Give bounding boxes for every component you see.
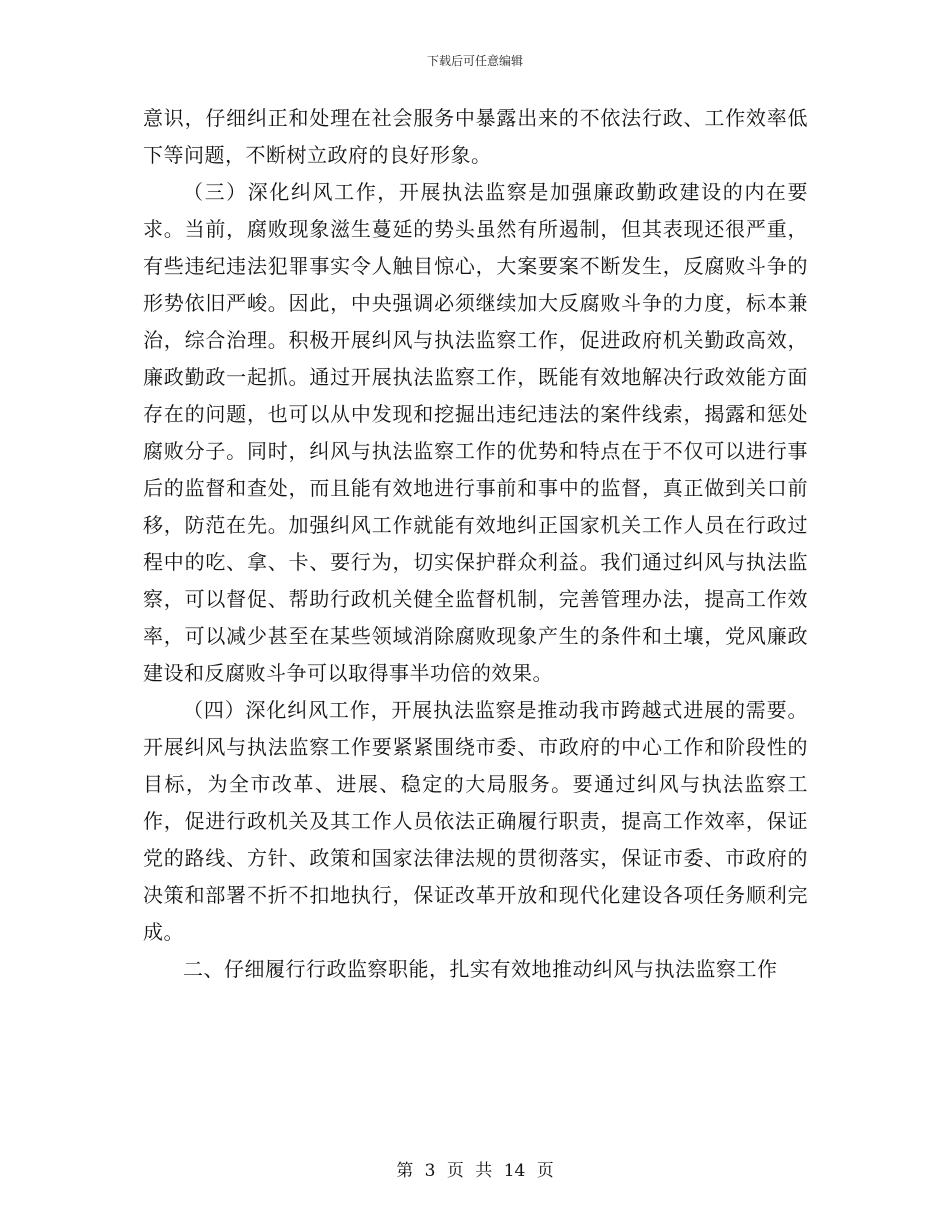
section-heading-2: 二、仔细履行行政监察职能，扎实有效地推动纠风与执法监察工作 — [183, 957, 778, 981]
page-header: 下载后可任意编辑 — [426, 54, 523, 68]
document-body — [143, 100, 808, 988]
paragraph-continued: 意识，仔细纠正和处理在社会服务中暴露出来的不依法行政、工作效率低下等问题，不断树立政府的良好形象。 — [143, 106, 808, 167]
paragraph-section-4: （四）深化纠风工作，开展执法监察是推动我市跨越式进展的需要。开展纠风与执法监察工作要紧紧围绕市委、市政府的中心工作和阶段性的目标，为全市改革、进展、稳定的大局服务。要通过纠风与执法监察工作，促进行政机关及其工作人员依法正确履行职责，提高工作效率，保证党的路线、方针、政策和国家法律法规的贯彻落实，保证市委、市政府的决策和部署不折不扣地执行，保证改革开放和现代化建设各项任务顺利完成。 — [143, 698, 808, 944]
paragraph-section-3: （三）深化纠风工作，开展执法监察是加强廉政勤政建设的内在要求。当前，腐败现象滋生蔓延的势头虽然有所遏制，但其表现还很严重，有些违纪违法犯罪事实令人触目惊心，大案要案不断发生，反腐败斗争的形势依旧严峻。因此，中央强调必须继续加大反腐败斗争的力度，标本兼治，综合治理。积极开展纠风与执法监察工作，促进政府机关勤政高效，廉政勤政一起抓。通过开展执法监察工作，既能有效地解决行政效能方面存在的问题，也可以从中发现和挖掘出违纪违法的案件线索，揭露和惩处腐败分子。同时，纠风与执法监察工作的优势和特点在于不仅可以进行事后的监督和查处，而且能有效地进行事前和事中的监督，真正做到关口前移，防范在先。加强纠风工作就能有效地纠正国家机关工作人员在行政过程中的吃、拿、卡、要行为，切实保护群众利益。我们通过纠风与执法监察，可以督促、帮助行政机关健全监督机制，完善管理办法，提高工作效率，可以减少甚至在某些领域消除腐败现象产生的条件和土壤，党风廉政建设和反腐败斗争可以取得事半功倍的效果。 — [143, 180, 808, 685]
page-number: 第 3 页 共 14 页 — [396, 1161, 554, 1181]
